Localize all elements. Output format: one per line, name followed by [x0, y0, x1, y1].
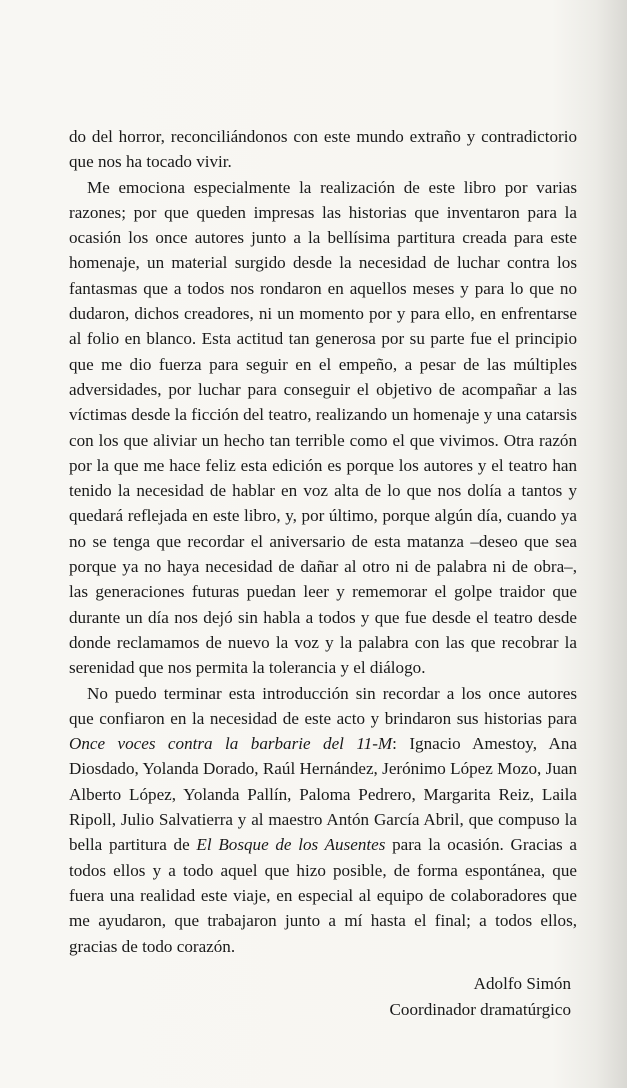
- authors-list: : Ignacio Amestoy, Ana Diosdado, Yolanda Dorado, Raúl Hernández, Jerónimo López Mozo, Juan Alberto López, Yolanda Pallín, Paloma Pedrero, Margarita Reiz, Laila Ripoll, Julio Salvatierra y al maestro Antón García Abril, que compuso la bella partitura de: [69, 734, 578, 855]
- signature-role: Coordinador dramatúrgico: [389, 1000, 571, 1019]
- acknowledgements-intro: No puedo terminar esta introducción sin recordar a los once autores que confiaron en la necesidad de este acto y brindaron sus historias para: [69, 683, 577, 728]
- paragraph-acknowledgements: [69, 681, 577, 959]
- paragraph-book-reasons: Me emociona especialmente la realización de este libro por varias razones; por que queden impresas las historias que inventaron para la ocasión los once autores junto a la bellísima partitura creada para este homenaje, un material surgido desde la necesidad de luchar contra los fantasmas que a todos nos rondaron en aquellos meses y para lo que no dudaron, dichos creadores, ni un momento por y para ello, en enfrentarse al folio en blanco. Esta actitud tan generosa por su parte fue el principio que me dio fuerza para seguir en el empeño, a pesar de las múltiples adversidades, por luchar para conseguir el objetivo de acompañar a las víctimas desde la ficción del teatro, realizando un homenaje y una catarsis con los que aliviar un hecho tan terrible como el que vivimos. Otra razón por la que me hace feliz esta edición es porque los autores y el teatro han tenido la necesidad de hablar en voz alta de lo que nos dolía a tantos y quedará reflejada en este libro, y, por último, porque algún día, cuando ya no se tenga que recordar el aniversario de esta matanza –deseo que sea porque ya no haya necesidad de dañar al otro ni de palabra ni de obra–, las generaciones futuras puedan leer y rememorar el golpe traidor que durante un día nos dejó sin habla a todos y que fue desde el teatro desde donde reclamamos de nuevo la voz y la palabra con las que recobrar la serenidad que nos permita la tolerancia y el diálogo.: [69, 177, 577, 678]
- signature-name: Adolfo Simón: [473, 974, 571, 993]
- signature: [390, 971, 572, 1023]
- acknowledgements-closing: para la ocasión. Gracias a todos ellos y a todo aquel que hizo posible, de forma espontánea, que fuera una realidad este viaje, en especial al equipo de colaboradores que me ayudaron, que trabajaron junto a mí hasta el final; a todos ellos, gracias de todo corazón.: [69, 835, 577, 956]
- body-text: [69, 124, 577, 959]
- book-title: Once voces contra la barbarie del 11-M: [69, 734, 393, 754]
- paragraph-continuation: do del horror, reconciliándonos con este mundo extraño y contradictorio que nos ha tocado vivir.: [69, 127, 577, 172]
- score-title: El Bosque de los Ausentes: [196, 835, 386, 855]
